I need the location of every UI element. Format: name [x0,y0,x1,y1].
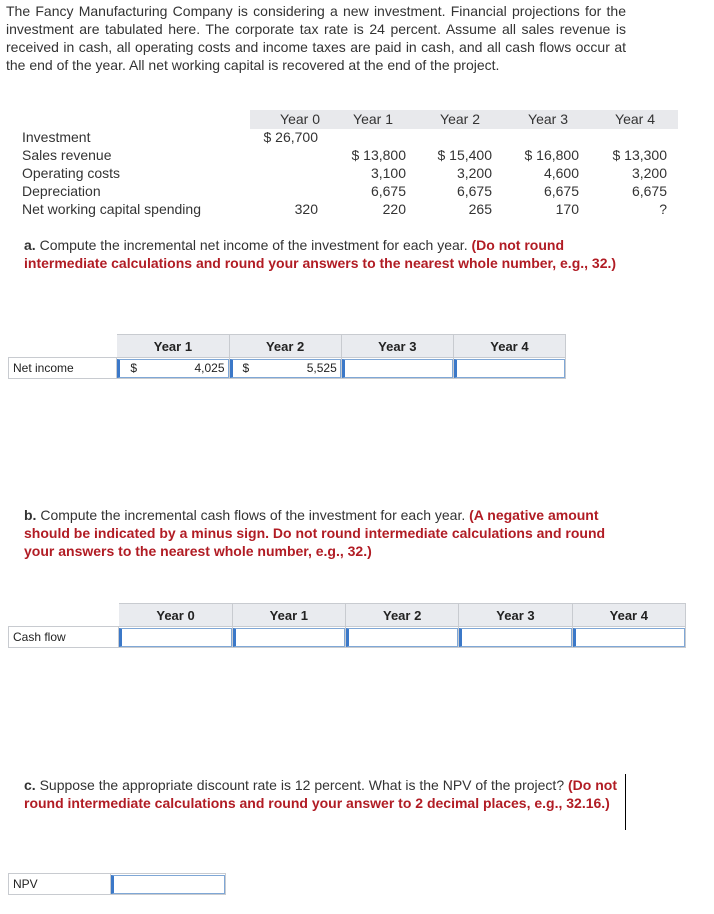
cash-flow-year4-input[interactable] [573,628,685,647]
question-b-letter: b. [24,507,37,523]
net-income-table [8,334,566,379]
cash-flow-year4-cell [572,627,685,648]
proj-cell: 220 [382,201,406,217]
proj-cell: 6,675 [370,183,406,199]
col-header-year3: Year 3 [341,335,453,358]
proj-cell: 6,675 [543,183,579,199]
row-label-net-income: Net income [9,358,117,379]
col-header-year2: Year 2 [229,335,341,358]
question-c-instruction: (Do not round intermediate calculations and round your answer to 2 decimal places, e.g., 32.16.) [24,777,617,811]
col-header-year0: Year 0 [119,604,232,627]
cash-flow-year1-cell [232,627,345,648]
currency-symbol: $ [130,360,137,375]
proj-cell: 320 [294,201,318,217]
question-b-text: Compute the incremental cash flows of the investment for each year. [40,507,466,523]
col-header-year3: Year 3 [459,604,572,627]
net-income-year1-cell [117,358,229,379]
npv-input[interactable] [111,875,225,894]
row-label-cash-flow: Cash flow [9,627,119,648]
proj-cell: 170 [555,201,579,217]
net-income-year4-input[interactable] [454,359,565,378]
proj-header-year0: Year 0 [280,111,320,127]
proj-cell: $ 13,800 [351,147,406,163]
net-income-year2-value: 5,525 [306,360,337,375]
proj-cell: 4,600 [543,165,579,181]
proj-cell: $ 15,400 [437,147,492,163]
question-a-instruction: (Do not round intermediate calculations and round your answers to the nearest whole number, e.g., 32.) [24,237,617,271]
proj-cell: $ 16,800 [524,147,579,163]
proj-cell: 6,675 [456,183,492,199]
npv-cell [110,874,225,895]
cash-flow-year3-input[interactable] [459,628,571,647]
cash-flow-year0-input[interactable] [119,628,231,647]
question-c-letter: c. [24,777,36,793]
net-income-year1-input[interactable] [117,359,228,378]
col-header-year2: Year 2 [346,604,459,627]
proj-cell: $ 13,300 [612,147,667,163]
question-c [24,776,624,812]
proj-header-year4: Year 4 [615,111,655,127]
proj-header-year3: Year 3 [528,111,568,127]
projection-table [0,110,680,220]
proj-row-label: Net working capital spending [22,201,201,217]
currency-symbol: $ [242,360,250,375]
question-c-text: Suppose the appropriate discount rate is 12 percent. What is the NPV of the project? [39,777,565,793]
proj-row-label: Depreciation [22,183,101,199]
corner-cell [9,604,119,627]
proj-header-year1: Year 1 [353,111,393,127]
cash-flow-year2-input[interactable] [346,628,458,647]
text-cursor [625,774,626,830]
proj-cell: 6,675 [631,183,667,199]
net-income-year2-cell [229,358,341,379]
corner-cell [9,335,117,358]
question-a-text: Compute the incremental net income of the investment for each year. [39,237,468,253]
proj-row-label: Operating costs [22,165,121,181]
proj-cell: 3,100 [370,165,406,181]
col-header-year1: Year 1 [117,335,229,358]
problem-intro: The Fancy Manufacturing Company is considering a new investment. Financial projections for the investment are tabulated here. The corporate tax rate is 24 percent. Assume all sales revenue is received in cash, all operating costs and income taxes are paid in cash, and all cash flows occur at the end of the year. All net working capital is recovered at the end of the project. [6,3,626,73]
proj-cell: 3,200 [456,165,492,181]
cash-flow-table [8,603,686,648]
cash-flow-year2-cell [346,627,459,648]
proj-header-year2: Year 2 [440,111,480,127]
question-a-letter: a. [24,237,36,253]
col-header-year4: Year 4 [572,604,685,627]
net-income-year4-cell [453,358,565,379]
proj-cell: 265 [468,201,492,217]
proj-cell: ? [659,201,667,217]
net-income-year2-input[interactable] [230,359,341,378]
row-label-npv: NPV [9,874,111,895]
question-b [24,506,630,560]
net-income-year1-value: 4,025 [194,360,225,375]
npv-table [8,873,226,895]
question-a [24,236,630,272]
proj-cell: 3,200 [631,165,667,181]
cash-flow-year0-cell [119,627,232,648]
proj-row-label: Investment [22,129,91,145]
col-header-year1: Year 1 [232,604,345,627]
cash-flow-year3-cell [459,627,572,648]
col-header-year4: Year 4 [453,335,565,358]
cash-flow-year1-input[interactable] [233,628,345,647]
net-income-year3-cell [341,358,453,379]
net-income-year3-input[interactable] [342,359,453,378]
proj-cell: $ 26,700 [263,129,318,145]
question-b-instruction: (A negative amount should be indicated by a minus sign. Do not round intermediate calculations and round your answers to the nearest whole number, e.g., 32.) [24,507,606,559]
proj-row-label: Sales revenue [22,147,112,163]
